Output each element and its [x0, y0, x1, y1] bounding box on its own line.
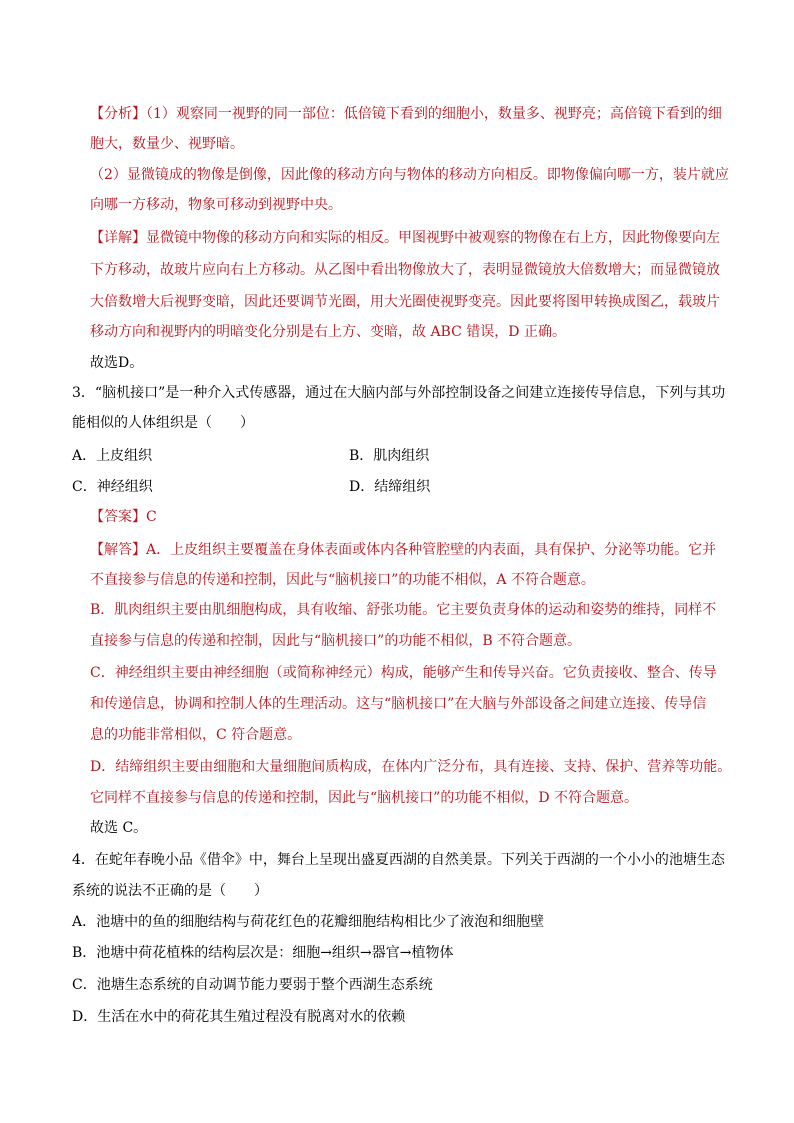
q3-answer-value: C: [146, 509, 157, 525]
q3-explain-line-2: 不直接参与信息的传递和控制，因此与“脑机接口”的功能不相似，A 不符合题意。: [90, 572, 595, 588]
q4-stem-line-1: 4．在蛇年春晚小品《借伞》中，舞台上呈现出盛夏西湖的自然美景。下列关于西湖的一个小小的池塘生态: [72, 852, 725, 868]
q4-option-c: C．池塘生态系统的自动调节能力要弱于整个西湖生态系统: [72, 977, 433, 993]
q3-option-d: D．结缔组织: [349, 479, 431, 495]
analysis-line-1: [90, 104, 722, 124]
analysis-text-1: （1）观察同一视野的同一部位：低倍镜下看到的细胞小，数量多、视野亮；高倍镜下看到的细: [146, 106, 722, 122]
q3-answer: [90, 507, 157, 527]
q3-explain-line-6: 和传递信息，协调和控制人体的生理活动。这与“脑机接口”在大脑与外部设备之间建立连接、传导信: [90, 696, 707, 712]
analysis-line-3: （2）显微镜成的物像是倒像，因此像的移动方向与物体的移动方向相反。即物像偏向哪一方，装片就应: [90, 167, 729, 183]
detail-text-1: 显微镜中物像的移动方向和实际的相反。甲图视野中被观察的物像在右上方，因此物像要向左: [146, 230, 720, 246]
analysis-tag: 【分析】: [90, 106, 146, 122]
detail-line-2: 下方移动，故玻片应向右上方移动。从乙图中看出物像放大了，表明显微镜放大倍数增大；而显微镜放: [90, 262, 720, 278]
q3-stem-line-1: 3．“脑机接口”是一种介入式传感器，通过在大脑内部与外部控制设备之间建立连接传导信息，下列与其功: [72, 385, 726, 401]
q3-explain-line-8: D．结缔组织主要由细胞和大量细胞间质构成，在体内广泛分布，具有连接、支持、保护、营养等功能。: [90, 759, 732, 775]
q3-explain-line-5: C．神经组织主要由神经细胞（或简称神经元）构成，能够产生和传导兴奋。它负责接收、整合、传导: [90, 665, 717, 681]
detail-line-3: 大倍数增大后视野变暗，因此还要调节光圈，用大光圈使视野变亮。因此要将图甲转换成图乙，载玻片: [90, 294, 720, 310]
analysis-line-2: 胞大，数量少、视野暗。: [90, 136, 244, 152]
detail-tag: 【详解】: [90, 230, 146, 246]
q3-explain-line-4: 直接参与信息的传递和控制，因此与“脑机接口”的功能不相似，B 不符合题意。: [90, 633, 582, 649]
q3-explain-line-7: 息的功能非常相似，C 符合题意。: [90, 727, 302, 743]
q3-explain-line-9: 它同样不直接参与信息的传递和控制，因此与“脑机接口”的功能不相似，D 不符合题意。: [90, 790, 638, 806]
q3-option-b: B．肌肉组织: [349, 448, 430, 464]
q3-choose: 故选 C。: [90, 820, 148, 836]
q3-explain-line-3: B．肌肉组织主要由肌细胞构成，具有收缩、舒张功能。它主要负责身体的运动和姿势的维持，同样不: [90, 602, 717, 618]
q4-stem-line-2: 系统的说法不正确的是（ ）: [72, 883, 268, 899]
detail-line-1: [90, 228, 720, 248]
analysis-line-4: 向哪一方移动，物象可移动到视野中央。: [90, 197, 342, 213]
q3-answer-tag: 【答案】: [90, 509, 146, 525]
q3-option-c: C．神经组织: [72, 479, 153, 495]
q4-option-b: B．池塘中荷花植株的结构层次是：细胞→组织→器官→植物体: [72, 945, 454, 961]
q3-explain-text-1: A．上皮组织主要覆盖在身体表面或体内各种管腔壁的内表面，具有保护、分泌等功能。它并: [146, 542, 717, 558]
q4-option-a: A．池塘中的鱼的细胞结构与荷花红色的花瓣细胞结构相比少了液泡和细胞壁: [72, 914, 545, 930]
choose-d: 故选D。: [90, 355, 144, 371]
q3-option-a: A．上皮组织: [72, 448, 153, 464]
q4-option-d: D．生活在水中的荷花其生殖过程没有脱离对水的依赖: [72, 1009, 406, 1025]
detail-line-4: 移动方向和视野内的明暗变化分别是右上方、变暗，故 ABC 错误，D 正确。: [90, 324, 566, 340]
q3-explain-line-1: [90, 540, 716, 560]
q3-explain-tag: 【解答】: [90, 542, 146, 558]
q3-stem-line-2: 能相似的人体组织是（ ）: [72, 415, 254, 431]
